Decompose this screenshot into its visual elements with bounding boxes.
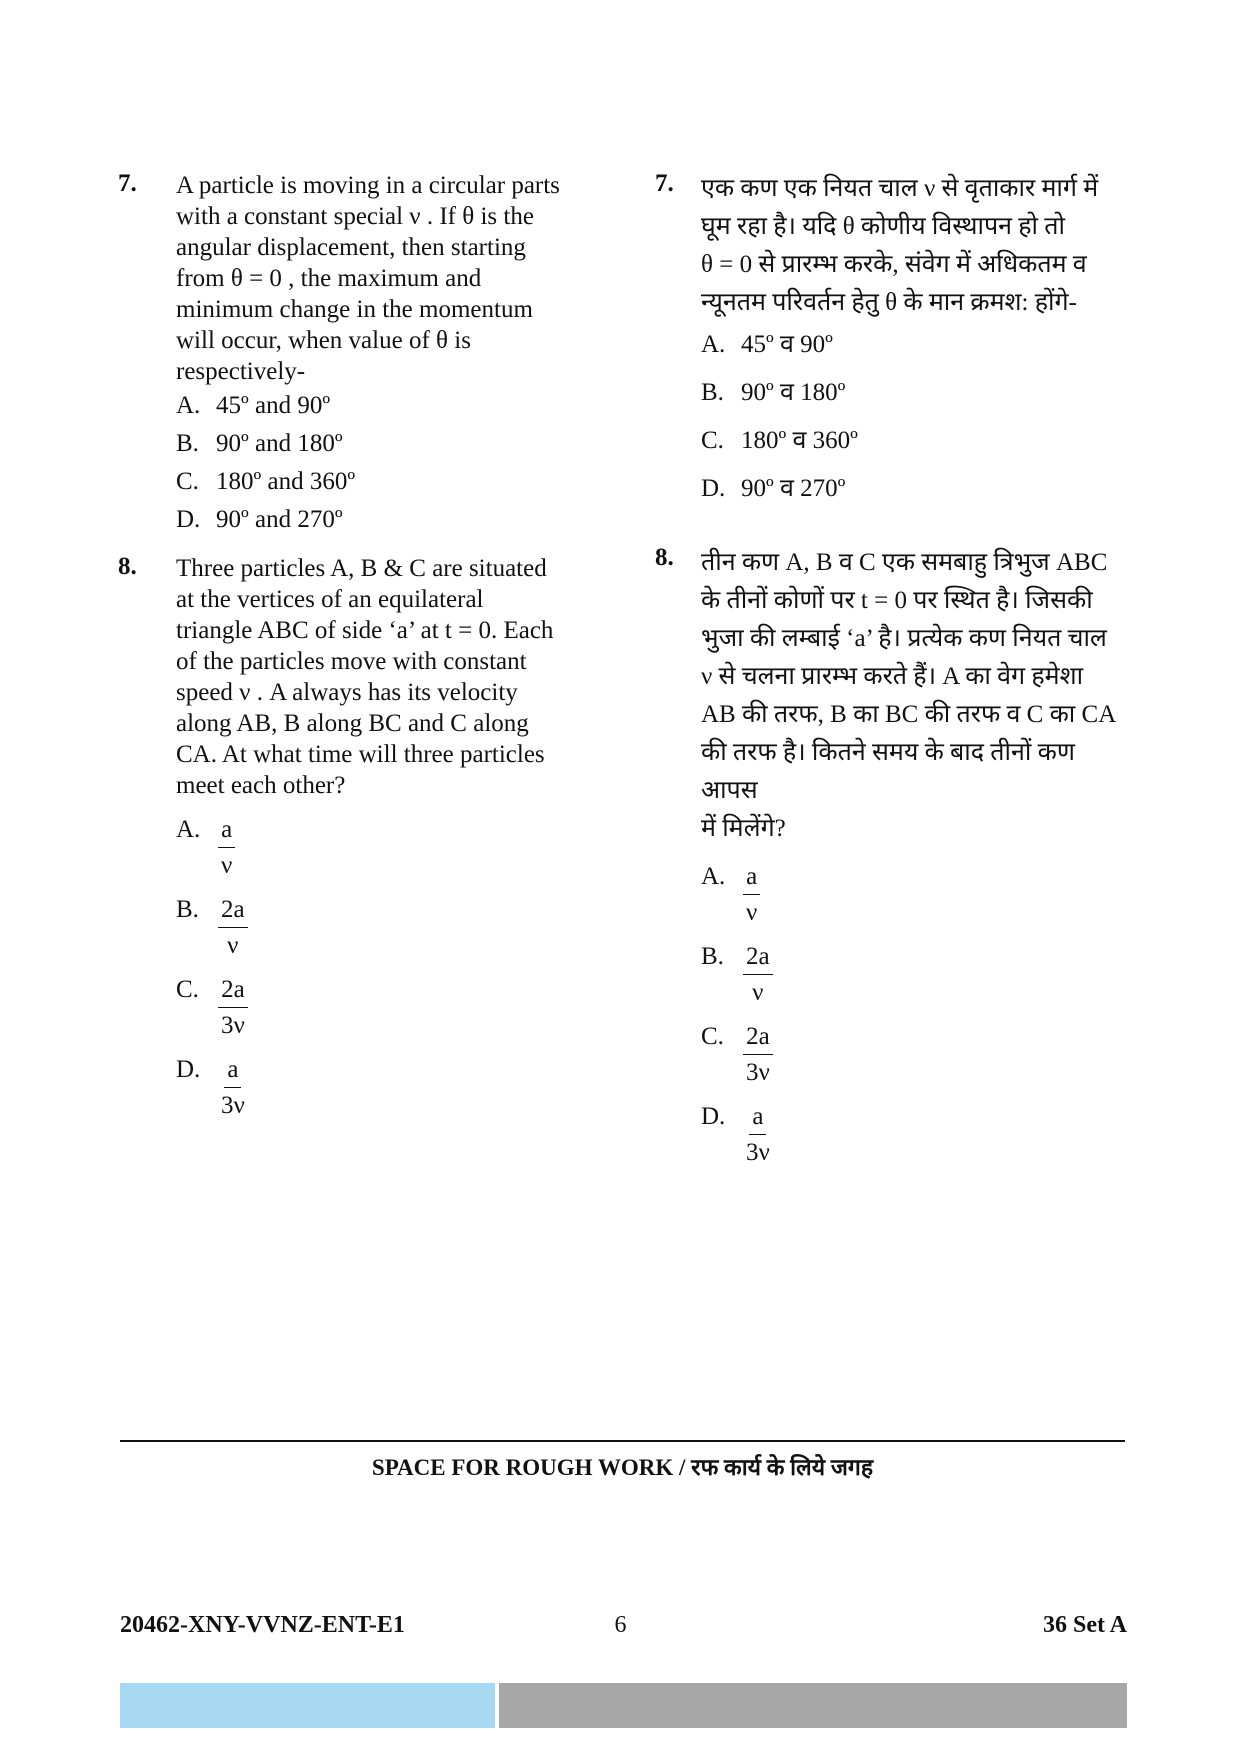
rough-work-label: SPACE FOR ROUGH WORK / रफ कार्य के लिये जगह <box>371 1455 874 1480</box>
question-number: 8. <box>118 553 137 580</box>
set-label: 36 Set A <box>1043 1612 1127 1638</box>
options-list <box>701 860 1135 1180</box>
question-7-english <box>118 170 608 539</box>
question-8-hindi <box>655 544 1135 1180</box>
option-a: A. $\frac{a}{\nu}$ <box>176 813 608 893</box>
fraction: $\frac{2a}{3\nu}$ <box>218 973 248 1044</box>
option-c: C. $\frac{2a}{3\nu}$ <box>701 1020 1135 1100</box>
fraction: $\frac{a}{\nu}$ <box>743 860 760 931</box>
fraction: $\frac{2a}{\nu}$ <box>743 940 773 1011</box>
fraction: $\frac{a}{\nu}$ <box>218 813 235 884</box>
option-b: B. 90º and 180º <box>176 430 343 457</box>
question-8-english <box>118 553 608 1133</box>
option-a: A. 45º and 90º <box>176 392 331 419</box>
question-text: तीन कण A, B व C एक समबाहु त्रिभुज ABC के तीनों कोणों पर t = 0 पर स्थित है। जिसकी भुजा की लम्बाई ‘a’ है। प्रत्येक कण नियत चाल ν से चलना प्रारम्भ करते हैं। A का वेग हमेशा AB की तरफ, B का BC की तरफ व C का CA की तरफ है। कितने समय के बाद तीनों कण आपस में मिलेंगे? <box>701 549 1117 842</box>
question-text: एक कण एक नियत चाल ν से वृताकार मार्ग में घूम रहा है। यदि θ कोणीय विस्थापन हो तो θ = 0 से प्रारम्भ करके, संवेग में अधिकतम व न्यूनतम परिवर्तन हेतु θ के मान क्रमश: होंगे- <box>701 175 1099 316</box>
option-b: B. 90º व 180º <box>701 379 846 406</box>
option-c: C. 180º व 360º <box>701 427 858 454</box>
options-list <box>176 813 608 1133</box>
option-d: D. $\frac{a}{3\nu}$ <box>176 1053 608 1133</box>
options-list <box>701 326 1135 518</box>
english-column <box>118 170 608 1133</box>
option-b: B. $\frac{2a}{\nu}$ <box>701 940 1135 1020</box>
paper-code: 20462-XNY-VVNZ-ENT-E1 <box>120 1612 405 1638</box>
hindi-column <box>655 170 1135 1180</box>
page-number: 6 <box>614 1612 627 1638</box>
fraction: $\frac{a}{3\nu}$ <box>743 1100 773 1171</box>
footer-bar-blue <box>120 1683 495 1728</box>
option-c: C. 180º and 360º <box>176 468 356 495</box>
option-a: A. 45º व 90º <box>701 331 833 358</box>
option-b: B. $\frac{2a}{\nu}$ <box>176 893 608 973</box>
question-number: 8. <box>655 544 674 571</box>
rough-work-divider <box>120 1440 1125 1442</box>
option-a: A. $\frac{a}{\nu}$ <box>701 860 1135 940</box>
question-text: A particle is moving in a circular parts with a constant special ν . If θ is the angular displacement, then starting from θ = 0 , the maximum and minimum change in the momentum will occur, when value of θ is respectively- <box>176 172 560 385</box>
question-text: Three particles A, B & C are situated at the vertices of an equilateral triangle ABC of side ‘a’ at t = 0. Each of the particles move with constant speed ν . A always has its velocity along AB, B along BC and C along CA. At what time will three particles meet each other? <box>176 555 554 799</box>
option-c: C. $\frac{2a}{3\nu}$ <box>176 973 608 1053</box>
options-list <box>176 387 608 539</box>
option-d: D. $\frac{a}{3\nu}$ <box>701 1100 1135 1180</box>
option-d: D. 90º व 270º <box>701 475 846 502</box>
question-7-hindi <box>655 170 1135 518</box>
fraction: $\frac{2a}{3\nu}$ <box>743 1020 773 1091</box>
question-number: 7. <box>655 170 674 197</box>
fraction: $\frac{2a}{\nu}$ <box>218 893 248 964</box>
footer-bar-gray <box>499 1683 1127 1728</box>
option-d: D. 90º and 270º <box>176 506 343 533</box>
fraction: $\frac{a}{3\nu}$ <box>218 1053 248 1124</box>
question-number: 7. <box>118 170 137 197</box>
